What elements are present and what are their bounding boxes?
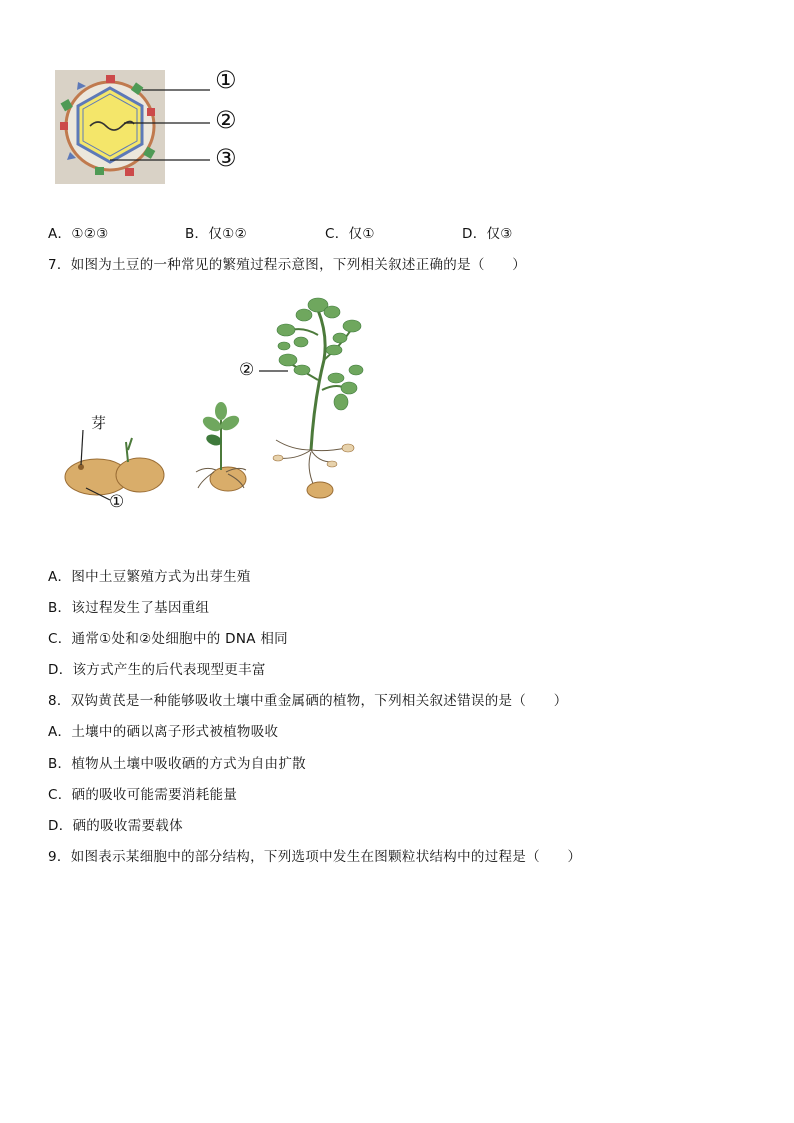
potato-label-2: ② — [239, 360, 255, 380]
q8-option-c: C．硒的吸收可能需要消耗能量 — [48, 787, 238, 803]
q7-option-b: B．该过程发生了基因重组 — [48, 600, 210, 616]
q6-option-b: B．仅①② — [185, 226, 247, 242]
q6-option-d: D．仅③ — [462, 226, 513, 242]
q7-option-c: C．通常①处和②处细胞中的 DNA 相同 — [48, 631, 288, 647]
potato-seedling — [196, 402, 246, 491]
potato-reproduction-figure — [56, 290, 376, 512]
bud-label: 芽 — [91, 414, 107, 432]
q6-options — [48, 222, 608, 240]
q8-option-b: B．植物从土壤中吸收硒的方式为自由扩散 — [48, 756, 306, 772]
q7-stem: 7．如图为土豆的一种常见的繁殖过程示意图，下列相关叙述正确的是（ ） — [48, 257, 527, 273]
virus-label-1: ① — [215, 66, 237, 94]
q7-option-a: A．图中土豆繁殖方式为出芽生殖 — [48, 569, 251, 585]
q8-option-a: A．土壤中的硒以离子形式被植物吸收 — [48, 724, 279, 740]
virus-label-3: ③ — [215, 144, 237, 172]
potato-diagram — [56, 290, 376, 512]
q9-stem: 9．如图表示某细胞中的部分结构，下列选项中发生在图颗粒状结构中的过程是（ ） — [48, 849, 582, 865]
q8-option-d: D．硒的吸收需要载体 — [48, 818, 183, 834]
virus-structure-figure — [50, 64, 260, 190]
bud-leader-line — [81, 430, 83, 465]
virus-capsid — [78, 88, 142, 162]
potato-label-1: ① — [109, 492, 125, 512]
q8-stem: 8．双钩黄芪是一种能够吸收土壤中重金属硒的植物，下列相关叙述错误的是（ ） — [48, 693, 568, 709]
q7-option-d: D．该方式产生的后代表现型更丰富 — [48, 662, 266, 678]
potato-sprout — [126, 438, 132, 462]
potato-tuber-2 — [116, 458, 164, 492]
q6-option-a: A．①②③ — [48, 226, 109, 242]
q6-option-c: C．仅① — [325, 226, 375, 242]
mature-potato-plant — [273, 298, 363, 498]
virus-label-2: ② — [215, 106, 237, 134]
